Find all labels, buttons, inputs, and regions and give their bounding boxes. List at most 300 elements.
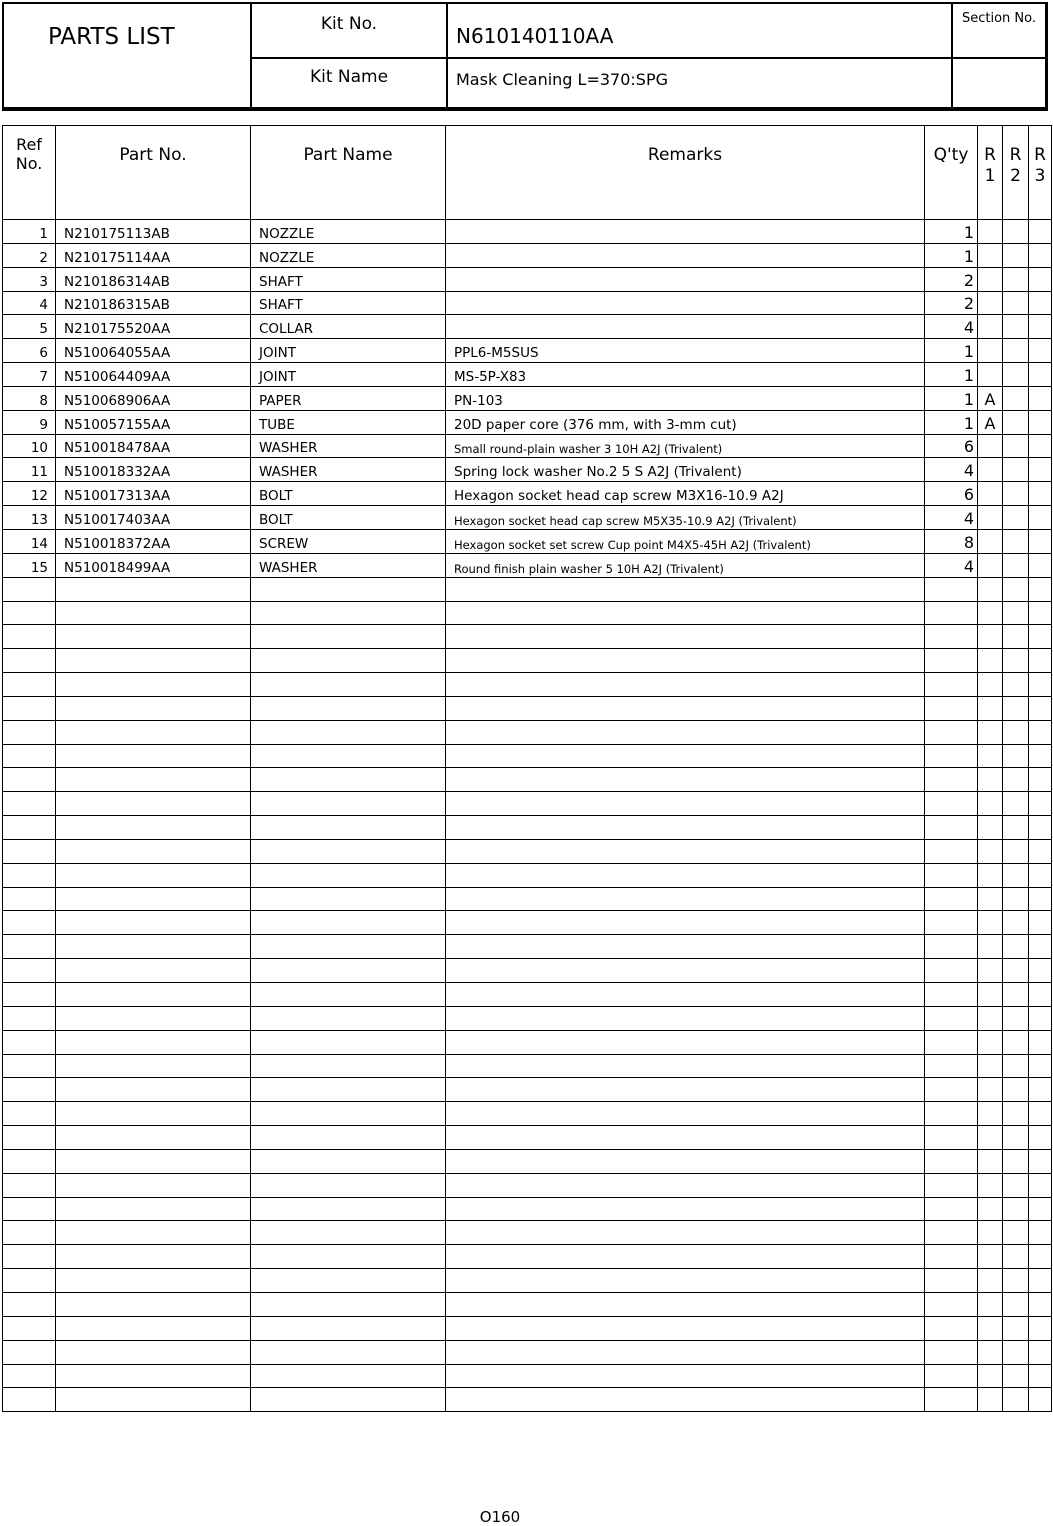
cell-part-name xyxy=(251,649,446,673)
cell-r1 xyxy=(978,1126,1003,1150)
parts-list-header xyxy=(2,2,1048,111)
cell-remarks xyxy=(446,911,925,935)
empty-table-row xyxy=(3,816,1052,840)
cell-part-no: N210175114AA xyxy=(56,243,251,267)
cell-part-no xyxy=(56,1340,251,1364)
cell-r1 xyxy=(978,887,1003,911)
cell-r3 xyxy=(1029,1149,1052,1173)
cell-r3 xyxy=(1029,577,1052,601)
cell-remarks: 20D paper core (376 mm, with 3-mm cut) xyxy=(446,410,925,434)
cell-qty xyxy=(925,1173,978,1197)
cell-part-no: N210175113AB xyxy=(56,220,251,244)
cell-remarks xyxy=(446,291,925,315)
cell-part-no xyxy=(56,839,251,863)
cell-r3 xyxy=(1029,1245,1052,1269)
cell-qty xyxy=(925,1269,978,1293)
cell-r1 xyxy=(978,577,1003,601)
cell-qty: 1 xyxy=(925,220,978,244)
cell-remarks xyxy=(446,1245,925,1269)
cell-part-no xyxy=(56,577,251,601)
cell-r2 xyxy=(1003,363,1029,387)
cell-r3 xyxy=(1029,839,1052,863)
cell-qty xyxy=(925,1221,978,1245)
cell-part-name xyxy=(251,1340,446,1364)
cell-remarks xyxy=(446,1006,925,1030)
cell-ref-no xyxy=(3,887,56,911)
table-row xyxy=(3,267,1052,291)
cell-qty xyxy=(925,1197,978,1221)
cell-r3 xyxy=(1029,1269,1052,1293)
cell-part-name xyxy=(251,816,446,840)
cell-r3 xyxy=(1029,744,1052,768)
cell-qty: 4 xyxy=(925,458,978,482)
cell-part-no xyxy=(56,1292,251,1316)
cell-qty xyxy=(925,1078,978,1102)
cell-remarks xyxy=(446,1316,925,1340)
cell-qty: 4 xyxy=(925,506,978,530)
cell-part-no xyxy=(56,673,251,697)
cell-part-name xyxy=(251,887,446,911)
cell-part-name xyxy=(251,1173,446,1197)
empty-table-row xyxy=(3,1173,1052,1197)
cell-r2 xyxy=(1003,983,1029,1007)
cell-part-name xyxy=(251,1102,446,1126)
cell-r2 xyxy=(1003,1030,1029,1054)
cell-part-no: N210186315AB xyxy=(56,291,251,315)
cell-remarks xyxy=(446,1340,925,1364)
empty-table-row xyxy=(3,1316,1052,1340)
kit-name-value: Mask Cleaning L=370:SPG xyxy=(448,59,953,109)
cell-part-name: WASHER xyxy=(251,458,446,482)
empty-table-row xyxy=(3,1102,1052,1126)
cell-r1 xyxy=(978,959,1003,983)
cell-r2 xyxy=(1003,506,1029,530)
cell-qty xyxy=(925,1316,978,1340)
cell-qty: 2 xyxy=(925,291,978,315)
cell-r2 xyxy=(1003,1149,1029,1173)
cell-part-no xyxy=(56,720,251,744)
empty-table-row xyxy=(3,1221,1052,1245)
cell-part-no xyxy=(56,1269,251,1293)
cell-qty: 4 xyxy=(925,553,978,577)
cell-remarks xyxy=(446,792,925,816)
cell-remarks xyxy=(446,839,925,863)
table-header-row xyxy=(3,126,1052,220)
cell-qty: 4 xyxy=(925,315,978,339)
cell-ref-no xyxy=(3,1269,56,1293)
col-r1: R 1 xyxy=(978,126,1003,220)
cell-r2 xyxy=(1003,291,1029,315)
cell-r2 xyxy=(1003,673,1029,697)
section-no-label: Section No. xyxy=(953,4,1045,59)
cell-r1 xyxy=(978,1173,1003,1197)
table-row xyxy=(3,386,1052,410)
cell-qty xyxy=(925,1006,978,1030)
cell-r3 xyxy=(1029,315,1052,339)
cell-r2 xyxy=(1003,768,1029,792)
cell-remarks xyxy=(446,1364,925,1388)
cell-r2 xyxy=(1003,720,1029,744)
cell-r3 xyxy=(1029,458,1052,482)
cell-qty: 1 xyxy=(925,386,978,410)
page-number: O160 xyxy=(479,1508,521,1526)
cell-remarks xyxy=(446,720,925,744)
cell-r1: A xyxy=(978,410,1003,434)
cell-r3 xyxy=(1029,553,1052,577)
cell-r1 xyxy=(978,1316,1003,1340)
cell-qty: 6 xyxy=(925,482,978,506)
cell-r2 xyxy=(1003,816,1029,840)
cell-ref-no xyxy=(3,1102,56,1126)
cell-part-name xyxy=(251,792,446,816)
cell-remarks: Hexagon socket set screw Cup point M4X5-45H A2J (Trivalent) xyxy=(446,529,925,553)
cell-ref-no: 8 xyxy=(3,386,56,410)
empty-table-row xyxy=(3,1149,1052,1173)
cell-ref-no xyxy=(3,1030,56,1054)
cell-r2 xyxy=(1003,887,1029,911)
cell-ref-no xyxy=(3,1149,56,1173)
cell-part-name xyxy=(251,1126,446,1150)
cell-ref-no xyxy=(3,720,56,744)
cell-ref-no: 6 xyxy=(3,339,56,363)
cell-r1 xyxy=(978,1054,1003,1078)
cell-r2 xyxy=(1003,1078,1029,1102)
cell-remarks: MS-5P-X83 xyxy=(446,363,925,387)
cell-r1 xyxy=(978,1102,1003,1126)
cell-part-name xyxy=(251,1364,446,1388)
cell-remarks: Hexagon socket head cap screw M5X35-10.9 A2J (Trivalent) xyxy=(446,506,925,530)
cell-r2 xyxy=(1003,744,1029,768)
cell-remarks xyxy=(446,220,925,244)
table-row xyxy=(3,363,1052,387)
cell-remarks xyxy=(446,1030,925,1054)
cell-remarks xyxy=(446,1054,925,1078)
cell-r3 xyxy=(1029,911,1052,935)
cell-qty: 1 xyxy=(925,339,978,363)
empty-table-row xyxy=(3,887,1052,911)
cell-remarks xyxy=(446,983,925,1007)
table-row xyxy=(3,291,1052,315)
cell-ref-no xyxy=(3,696,56,720)
cell-remarks: PPL6-M5SUS xyxy=(446,339,925,363)
cell-part-name xyxy=(251,768,446,792)
cell-ref-no: 7 xyxy=(3,363,56,387)
cell-r3 xyxy=(1029,434,1052,458)
empty-table-row xyxy=(3,768,1052,792)
cell-r1 xyxy=(978,792,1003,816)
cell-r3 xyxy=(1029,1316,1052,1340)
cell-part-name: JOINT xyxy=(251,339,446,363)
empty-table-row xyxy=(3,1078,1052,1102)
cell-ref-no xyxy=(3,601,56,625)
cell-r1: A xyxy=(978,386,1003,410)
cell-part-name xyxy=(251,863,446,887)
cell-qty xyxy=(925,1245,978,1269)
cell-r3 xyxy=(1029,863,1052,887)
empty-table-row xyxy=(3,1126,1052,1150)
cell-r1 xyxy=(978,744,1003,768)
cell-remarks xyxy=(446,935,925,959)
cell-qty xyxy=(925,696,978,720)
empty-table-row xyxy=(3,1006,1052,1030)
cell-qty xyxy=(925,1388,978,1412)
empty-table-row xyxy=(3,1292,1052,1316)
cell-part-name xyxy=(251,935,446,959)
cell-r3 xyxy=(1029,935,1052,959)
cell-r2 xyxy=(1003,267,1029,291)
cell-r2 xyxy=(1003,1292,1029,1316)
cell-ref-no: 9 xyxy=(3,410,56,434)
cell-remarks xyxy=(446,649,925,673)
cell-part-name: WASHER xyxy=(251,553,446,577)
cell-r2 xyxy=(1003,220,1029,244)
kit-no-value: N610140110AA xyxy=(448,4,953,59)
cell-qty xyxy=(925,1364,978,1388)
cell-part-name xyxy=(251,744,446,768)
cell-part-name: JOINT xyxy=(251,363,446,387)
cell-r3 xyxy=(1029,291,1052,315)
cell-qty xyxy=(925,792,978,816)
table-row xyxy=(3,243,1052,267)
cell-part-name xyxy=(251,1316,446,1340)
cell-ref-no xyxy=(3,1388,56,1412)
cell-qty xyxy=(925,577,978,601)
cell-r1 xyxy=(978,1221,1003,1245)
cell-part-no xyxy=(56,983,251,1007)
cell-r3 xyxy=(1029,649,1052,673)
table-row xyxy=(3,434,1052,458)
cell-r2 xyxy=(1003,458,1029,482)
cell-ref-no xyxy=(3,1292,56,1316)
table-row xyxy=(3,315,1052,339)
cell-r1 xyxy=(978,339,1003,363)
cell-r2 xyxy=(1003,1006,1029,1030)
cell-part-name: BOLT xyxy=(251,506,446,530)
cell-qty: 1 xyxy=(925,243,978,267)
cell-r3 xyxy=(1029,220,1052,244)
cell-ref-no xyxy=(3,1078,56,1102)
empty-table-row xyxy=(3,1388,1052,1412)
parts-table-body xyxy=(3,220,1052,1412)
cell-qty xyxy=(925,959,978,983)
cell-r3 xyxy=(1029,1364,1052,1388)
cell-r3 xyxy=(1029,1221,1052,1245)
cell-r3 xyxy=(1029,1197,1052,1221)
kit-name-label: Kit Name xyxy=(252,59,448,109)
cell-qty xyxy=(925,911,978,935)
cell-r2 xyxy=(1003,911,1029,935)
cell-ref-no: 1 xyxy=(3,220,56,244)
cell-r2 xyxy=(1003,1126,1029,1150)
cell-remarks xyxy=(446,696,925,720)
cell-remarks xyxy=(446,243,925,267)
cell-ref-no xyxy=(3,768,56,792)
cell-part-name xyxy=(251,1245,446,1269)
cell-ref-no xyxy=(3,1364,56,1388)
cell-part-name xyxy=(251,1388,446,1412)
empty-table-row xyxy=(3,1269,1052,1293)
cell-r1 xyxy=(978,315,1003,339)
cell-part-name: COLLAR xyxy=(251,315,446,339)
cell-qty xyxy=(925,768,978,792)
cell-ref-no xyxy=(3,816,56,840)
cell-r1 xyxy=(978,839,1003,863)
cell-qty xyxy=(925,649,978,673)
cell-part-no xyxy=(56,649,251,673)
cell-part-name xyxy=(251,601,446,625)
cell-part-no xyxy=(56,1197,251,1221)
empty-table-row xyxy=(3,577,1052,601)
cell-part-name xyxy=(251,696,446,720)
cell-r1 xyxy=(978,243,1003,267)
table-row xyxy=(3,529,1052,553)
cell-part-no: N510018372AA xyxy=(56,529,251,553)
cell-part-name xyxy=(251,1149,446,1173)
cell-remarks xyxy=(446,1102,925,1126)
cell-r3 xyxy=(1029,363,1052,387)
cell-r2 xyxy=(1003,386,1029,410)
cell-part-no xyxy=(56,1221,251,1245)
cell-r3 xyxy=(1029,983,1052,1007)
cell-r2 xyxy=(1003,696,1029,720)
cell-ref-no xyxy=(3,1197,56,1221)
cell-r3 xyxy=(1029,625,1052,649)
cell-r2 xyxy=(1003,625,1029,649)
cell-r2 xyxy=(1003,1197,1029,1221)
cell-r3 xyxy=(1029,1006,1052,1030)
cell-qty xyxy=(925,673,978,697)
cell-r3 xyxy=(1029,1030,1052,1054)
cell-part-no xyxy=(56,816,251,840)
cell-r1 xyxy=(978,1030,1003,1054)
cell-ref-no xyxy=(3,744,56,768)
cell-qty xyxy=(925,983,978,1007)
section-no-value xyxy=(953,59,1045,109)
cell-r2 xyxy=(1003,577,1029,601)
cell-r1 xyxy=(978,1078,1003,1102)
cell-ref-no: 11 xyxy=(3,458,56,482)
cell-part-no: N510068906AA xyxy=(56,386,251,410)
cell-r1 xyxy=(978,506,1003,530)
cell-qty xyxy=(925,1054,978,1078)
cell-remarks xyxy=(446,1173,925,1197)
cell-ref-no xyxy=(3,1245,56,1269)
empty-table-row xyxy=(3,863,1052,887)
empty-table-row xyxy=(3,720,1052,744)
cell-part-name: BOLT xyxy=(251,482,446,506)
cell-part-name xyxy=(251,839,446,863)
cell-ref-no xyxy=(3,1054,56,1078)
cell-part-no xyxy=(56,696,251,720)
cell-remarks xyxy=(446,1197,925,1221)
empty-table-row xyxy=(3,983,1052,1007)
cell-ref-no xyxy=(3,792,56,816)
cell-ref-no: 13 xyxy=(3,506,56,530)
cell-ref-no xyxy=(3,673,56,697)
empty-table-row xyxy=(3,696,1052,720)
cell-r1 xyxy=(978,696,1003,720)
cell-remarks xyxy=(446,601,925,625)
empty-table-row xyxy=(3,1364,1052,1388)
cell-r1 xyxy=(978,601,1003,625)
cell-qty xyxy=(925,601,978,625)
cell-r2 xyxy=(1003,839,1029,863)
cell-part-no: N510018499AA xyxy=(56,553,251,577)
cell-part-name: NOZZLE xyxy=(251,220,446,244)
empty-table-row xyxy=(3,1054,1052,1078)
cell-r1 xyxy=(978,482,1003,506)
cell-part-name xyxy=(251,1292,446,1316)
cell-r3 xyxy=(1029,792,1052,816)
cell-qty xyxy=(925,863,978,887)
empty-table-row xyxy=(3,1340,1052,1364)
cell-remarks xyxy=(446,816,925,840)
cell-part-no xyxy=(56,1006,251,1030)
cell-r2 xyxy=(1003,601,1029,625)
cell-r3 xyxy=(1029,1054,1052,1078)
cell-part-name xyxy=(251,1197,446,1221)
cell-part-name: NOZZLE xyxy=(251,243,446,267)
cell-qty: 6 xyxy=(925,434,978,458)
cell-remarks xyxy=(446,1126,925,1150)
cell-ref-no: 4 xyxy=(3,291,56,315)
cell-qty xyxy=(925,887,978,911)
cell-qty: 1 xyxy=(925,363,978,387)
cell-part-name xyxy=(251,1030,446,1054)
cell-part-no xyxy=(56,792,251,816)
cell-r1 xyxy=(978,1388,1003,1412)
cell-remarks xyxy=(446,1149,925,1173)
cell-part-name: SHAFT xyxy=(251,267,446,291)
cell-r1 xyxy=(978,363,1003,387)
cell-r1 xyxy=(978,1006,1003,1030)
cell-r1 xyxy=(978,863,1003,887)
cell-r1 xyxy=(978,673,1003,697)
empty-table-row xyxy=(3,1245,1052,1269)
cell-r2 xyxy=(1003,649,1029,673)
empty-table-row xyxy=(3,744,1052,768)
cell-r2 xyxy=(1003,1054,1029,1078)
cell-part-name xyxy=(251,673,446,697)
table-row xyxy=(3,410,1052,434)
cell-r2 xyxy=(1003,1269,1029,1293)
cell-part-name: WASHER xyxy=(251,434,446,458)
cell-r2 xyxy=(1003,863,1029,887)
cell-r2 xyxy=(1003,935,1029,959)
cell-r2 xyxy=(1003,482,1029,506)
cell-qty xyxy=(925,1126,978,1150)
cell-r3 xyxy=(1029,768,1052,792)
cell-qty xyxy=(925,1102,978,1126)
cell-r1 xyxy=(978,625,1003,649)
cell-part-no xyxy=(56,863,251,887)
cell-r3 xyxy=(1029,673,1052,697)
cell-part-no: N510064055AA xyxy=(56,339,251,363)
document-title: PARTS LIST xyxy=(4,4,252,109)
empty-table-row xyxy=(3,792,1052,816)
cell-part-no xyxy=(56,1102,251,1126)
cell-r2 xyxy=(1003,1245,1029,1269)
cell-part-no xyxy=(56,1388,251,1412)
cell-qty: 8 xyxy=(925,529,978,553)
col-part-no: Part No. xyxy=(56,126,251,220)
cell-r2 xyxy=(1003,553,1029,577)
cell-ref-no xyxy=(3,839,56,863)
cell-r3 xyxy=(1029,1173,1052,1197)
cell-part-no: N510017403AA xyxy=(56,506,251,530)
cell-ref-no xyxy=(3,625,56,649)
cell-part-name: SHAFT xyxy=(251,291,446,315)
